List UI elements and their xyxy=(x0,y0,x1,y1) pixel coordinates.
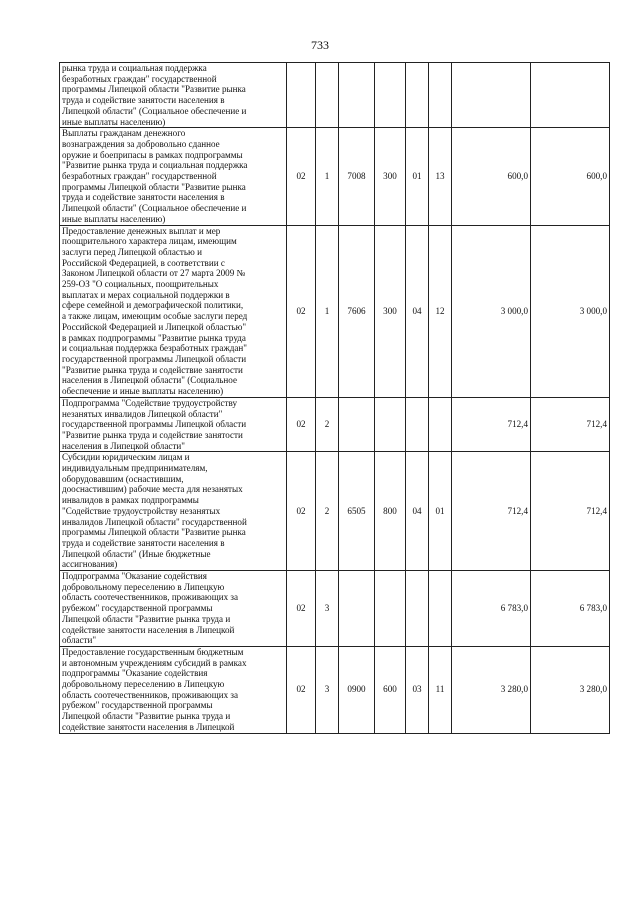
description-line: безработных граждан" государственной xyxy=(62,171,217,182)
table-row xyxy=(60,397,610,452)
description-line: подпрограммы "Оказание содействия xyxy=(62,668,208,679)
table-row xyxy=(60,128,610,225)
subsection-cell: 01 xyxy=(429,452,452,571)
description-line: Предоставление денежных выплат и мер xyxy=(62,225,221,236)
description-line: Предоставление государственным бюджетным xyxy=(62,646,244,657)
description-line: государственной программы Липецкой области xyxy=(62,419,247,430)
description-line: рубежом" государственной программы xyxy=(62,700,213,711)
target-article-cell xyxy=(339,63,375,128)
description-line: 259-ОЗ "О социальных, поощрительных xyxy=(62,279,219,290)
description-line: содействие занятости населения в Липецкой xyxy=(62,721,235,732)
description-line: "Развитие рынка труда и содействие занятости xyxy=(62,429,243,440)
description-line: оборудовавшим (оснастившим, xyxy=(62,473,184,484)
description-line: программы Липецкой области "Развитие рынка xyxy=(62,181,246,192)
table-row xyxy=(60,646,610,733)
target-article-cell: 7008 xyxy=(339,128,375,225)
description-line: населения в Липецкой области" xyxy=(62,440,185,451)
description-line: Липецкой области" (Социальное обеспечение и xyxy=(62,203,247,214)
description-cell xyxy=(60,571,287,647)
subprogram-code-cell: 1 xyxy=(316,128,339,225)
description-cell xyxy=(60,63,287,128)
target-article-cell xyxy=(339,571,375,647)
description-line: незанятых инвалидов Липецкой области" xyxy=(62,408,223,419)
subsection-cell xyxy=(429,397,452,452)
description-line: Российской Федерацией и Липецкой областью" xyxy=(62,321,247,332)
amount-cell: 600,0 xyxy=(452,128,531,225)
section-cell: 01 xyxy=(406,128,429,225)
description-line: программы Липецкой области "Развитие рынка xyxy=(62,84,246,95)
expense-type-cell xyxy=(375,397,406,452)
subsection-cell xyxy=(429,571,452,647)
amount-total-cell: 3 280,0 xyxy=(531,646,610,733)
description-line: безработных граждан" государственной xyxy=(62,73,217,84)
subprogram-code-cell: 3 xyxy=(316,646,339,733)
description-line: и автономным учреждениям субсидий в рамках xyxy=(62,657,247,668)
description-line: "Развитие рынка труда и социальная поддержка xyxy=(62,160,248,171)
description-cell xyxy=(60,452,287,571)
subsection-cell: 11 xyxy=(429,646,452,733)
expense-type-cell: 300 xyxy=(375,128,406,225)
description-line: труда и содействие занятости населения в xyxy=(62,537,225,548)
description-line: область соотечественников, проживающих за xyxy=(62,689,239,700)
amount-total-cell: 3 000,0 xyxy=(531,225,610,397)
subprogram-code-cell: 2 xyxy=(316,452,339,571)
budget-table xyxy=(59,62,610,734)
amount-cell xyxy=(452,63,531,128)
description-line: Законом Липецкой области от 27 марта 2009 № xyxy=(62,268,246,279)
expense-type-cell: 300 xyxy=(375,225,406,397)
description-line: оружие и боеприпасы в рамках подпрограммы xyxy=(62,149,243,160)
program-code-cell: 02 xyxy=(287,397,316,452)
amount-total-cell xyxy=(531,63,610,128)
description-line: выплатах и мерах социальной поддержки в xyxy=(62,289,230,300)
description-line: населения в Липецкой области" (Социальное xyxy=(62,375,237,386)
target-article-cell xyxy=(339,397,375,452)
table-row xyxy=(60,225,610,397)
description-cell xyxy=(60,397,287,452)
table-body xyxy=(60,63,610,734)
amount-cell: 3 280,0 xyxy=(452,646,531,733)
description-line: труда и содействие занятости населения в xyxy=(62,95,225,106)
program-code-cell: 02 xyxy=(287,128,316,225)
description-line: Липецкой области" (Иные бюджетные xyxy=(62,548,211,559)
section-cell: 04 xyxy=(406,452,429,571)
program-code-cell: 02 xyxy=(287,646,316,733)
description-line: и социальная поддержка безработных граждан" xyxy=(62,343,247,354)
amount-total-cell: 712,4 xyxy=(531,397,610,452)
description-line: в рамках подпрограммы "Развитие рынка труда xyxy=(62,332,246,343)
expense-type-cell xyxy=(375,63,406,128)
description-line: Липецкой области "Развитие рынка труда и xyxy=(62,613,231,624)
amount-cell: 3 000,0 xyxy=(452,225,531,397)
target-article-cell: 7606 xyxy=(339,225,375,397)
description-line: Липецкой области" (Социальное обеспечение и xyxy=(62,105,247,116)
amount-total-cell: 712,4 xyxy=(531,452,610,571)
description-line: государственной программы Липецкой области xyxy=(62,353,247,364)
description-line: рубежом" государственной программы xyxy=(62,603,213,614)
section-cell xyxy=(406,397,429,452)
subsection-cell xyxy=(429,63,452,128)
program-code-cell xyxy=(287,63,316,128)
subprogram-code-cell: 1 xyxy=(316,225,339,397)
amount-cell: 712,4 xyxy=(452,452,531,571)
subprogram-code-cell: 2 xyxy=(316,397,339,452)
section-cell: 03 xyxy=(406,646,429,733)
description-line: область соотечественников, проживающих за xyxy=(62,592,239,603)
description-line: добровольному переселению в Липецкую xyxy=(62,679,225,690)
description-line: индивидуальным предпринимателям, xyxy=(62,463,208,474)
amount-total-cell: 6 783,0 xyxy=(531,571,610,647)
description-line: дооснастившим) рабочие места для незанятых xyxy=(62,484,243,495)
description-line: Выплаты гражданам денежного xyxy=(62,128,186,139)
table-row xyxy=(60,452,610,571)
program-code-cell: 02 xyxy=(287,571,316,647)
subsection-cell: 12 xyxy=(429,225,452,397)
description-cell xyxy=(60,225,287,397)
description-cell xyxy=(60,128,287,225)
description-line: а также лицам, имеющим особые заслуги перед xyxy=(62,311,248,322)
page-number: 733 xyxy=(311,38,329,52)
description-line: обеспечение и иные выплаты населению) xyxy=(62,386,224,397)
expense-type-cell: 600 xyxy=(375,646,406,733)
subprogram-code-cell: 3 xyxy=(316,571,339,647)
program-code-cell: 02 xyxy=(287,225,316,397)
table-row xyxy=(60,63,610,128)
description-line: труда и содействие занятости населения в xyxy=(62,192,225,203)
description-line: рынка труда и социальная поддержка xyxy=(62,63,207,73)
section-cell xyxy=(406,63,429,128)
description-line: поощрительного характера лицам, имеющим xyxy=(62,236,237,247)
amount-cell: 712,4 xyxy=(452,397,531,452)
target-article-cell: 0900 xyxy=(339,646,375,733)
amount-cell: 6 783,0 xyxy=(452,571,531,647)
description-line: Субсидии юридическим лицам и xyxy=(62,452,190,463)
description-line: инвалидов в рамках подпрограммы xyxy=(62,495,199,506)
description-line: программы Липецкой области "Развитие рынка xyxy=(62,527,246,538)
description-line: Российской Федерацией, в соответствии с xyxy=(62,257,225,268)
description-line: иные выплаты населению) xyxy=(62,213,166,224)
description-line: Подпрограмма "Содействие трудоустройству xyxy=(62,397,238,408)
description-line: ассигнования) xyxy=(62,559,118,570)
description-line: заслуги перед Липецкой областью и xyxy=(62,246,202,257)
description-line: иные выплаты населению) xyxy=(62,116,166,127)
description-line: вознаграждения за добровольно сданное xyxy=(62,138,220,149)
description-line: Подпрограмма "Оказание содействия xyxy=(62,571,207,582)
description-line: содействие занятости населения в Липецкой xyxy=(62,624,235,635)
target-article-cell: 6505 xyxy=(339,452,375,571)
program-code-cell: 02 xyxy=(287,452,316,571)
description-line: добровольному переселению в Липецкую xyxy=(62,581,225,592)
description-line: инвалидов Липецкой области" государственной xyxy=(62,516,247,527)
description-line: Липецкой области "Развитие рынка труда и xyxy=(62,711,231,722)
section-cell: 04 xyxy=(406,225,429,397)
description-line: "Развитие рынка труда и содействие занятости xyxy=(62,364,243,375)
subprogram-code-cell xyxy=(316,63,339,128)
subsection-cell: 13 xyxy=(429,128,452,225)
section-cell xyxy=(406,571,429,647)
table-row xyxy=(60,571,610,647)
amount-total-cell: 600,0 xyxy=(531,128,610,225)
description-line: "Содействие трудоустройству незанятых xyxy=(62,505,221,516)
description-cell xyxy=(60,646,287,733)
expense-type-cell xyxy=(375,571,406,647)
description-line: области" xyxy=(62,635,97,646)
description-line: сфере семейной и демографической политики, xyxy=(62,300,244,311)
expense-type-cell: 800 xyxy=(375,452,406,571)
